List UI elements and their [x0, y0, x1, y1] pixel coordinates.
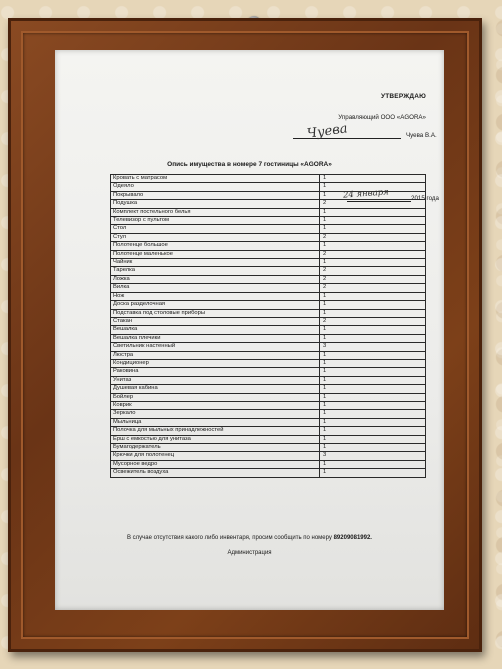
table-row	[111, 242, 426, 250]
item-name: Подушка	[111, 200, 320, 208]
notice-phone: 89209081992.	[333, 535, 372, 541]
table-row	[111, 259, 426, 267]
table-row	[111, 225, 426, 233]
table-row	[111, 435, 426, 443]
item-name: Мыльница	[111, 418, 320, 426]
date-year: 2015 года	[411, 195, 439, 202]
inventory-table	[110, 174, 426, 478]
item-name: Подставка под столовые приборы	[111, 309, 320, 317]
table-row	[111, 401, 426, 409]
item-quantity: 1	[320, 469, 426, 477]
inventory-document	[55, 50, 444, 610]
item-quantity: 2	[320, 200, 426, 208]
table-row	[111, 351, 426, 359]
item-name: Вешалка плечики	[111, 334, 320, 342]
director-name: Чуева В.А.	[406, 132, 437, 139]
item-name: Покрывало	[111, 191, 320, 199]
item-quantity: 1	[320, 191, 426, 199]
item-name: Комплект постельного белья	[111, 208, 320, 216]
item-quantity: 1	[320, 385, 426, 393]
table-row	[111, 250, 426, 258]
item-quantity: 1	[320, 175, 426, 183]
notice-text	[55, 535, 444, 541]
item-quantity: 1	[320, 326, 426, 334]
item-name: Бойлер	[111, 393, 320, 401]
document-title: Опись имущества в номере 7 гостиницы «AGORA»	[167, 161, 332, 168]
item-quantity: 2	[320, 267, 426, 275]
item-quantity: 1	[320, 401, 426, 409]
item-quantity: 2	[320, 250, 426, 258]
item-name: Кондиционер	[111, 359, 320, 367]
table-row	[111, 469, 426, 477]
item-name: Полотенце маленькое	[111, 250, 320, 258]
item-quantity: 1	[320, 334, 426, 342]
table-row	[111, 376, 426, 384]
notice-message: В случае отсутствия какого либо инвентаря, просим сообщить по номеру	[127, 535, 332, 541]
table-row	[111, 175, 426, 183]
table-row	[111, 275, 426, 283]
item-quantity: 1	[320, 460, 426, 468]
item-name: Душевая кабина	[111, 385, 320, 393]
item-name: Стакан	[111, 317, 320, 325]
handwritten-signature: Чуева	[306, 121, 349, 142]
item-quantity: 1	[320, 351, 426, 359]
item-name: Вилка	[111, 284, 320, 292]
table-row	[111, 309, 426, 317]
table-row	[111, 284, 426, 292]
table-row	[111, 343, 426, 351]
item-name: Коврик	[111, 401, 320, 409]
item-name: Унитаз	[111, 376, 320, 384]
table-row	[111, 267, 426, 275]
item-name: Ерш с емкостью для унитаза	[111, 435, 320, 443]
table-row	[111, 317, 426, 325]
item-name: Нож	[111, 292, 320, 300]
table-row	[111, 326, 426, 334]
item-name: Доска разделочная	[111, 301, 320, 309]
item-quantity: 1	[320, 225, 426, 233]
item-quantity: 1	[320, 183, 426, 191]
manager-line: Управляющий ООО «AGORA»	[338, 114, 426, 121]
item-quantity: 3	[320, 452, 426, 460]
item-quantity: 1	[320, 359, 426, 367]
item-name: Полочка для мыльных принадлежностей	[111, 427, 320, 435]
item-quantity: 1	[320, 259, 426, 267]
table-row	[111, 418, 426, 426]
table-row	[111, 200, 426, 208]
item-name: Кровать с матрасом	[111, 175, 320, 183]
item-quantity: 1	[320, 376, 426, 384]
item-name: Стул	[111, 233, 320, 241]
item-name: Освежитель воздуха	[111, 469, 320, 477]
table-row	[111, 368, 426, 376]
item-quantity: 2	[320, 284, 426, 292]
item-quantity: 3	[320, 343, 426, 351]
item-quantity: 2	[320, 317, 426, 325]
administration-signature: Администрация	[227, 550, 272, 556]
table-row	[111, 301, 426, 309]
item-name: Стол	[111, 225, 320, 233]
item-quantity: 1	[320, 301, 426, 309]
item-quantity: 1	[320, 368, 426, 376]
item-quantity: 1	[320, 292, 426, 300]
item-name: Одеяло	[111, 183, 320, 191]
item-quantity: 1	[320, 309, 426, 317]
item-name: Раковина	[111, 368, 320, 376]
item-name: Зеркало	[111, 410, 320, 418]
table-row	[111, 183, 426, 191]
item-quantity: 1	[320, 444, 426, 452]
item-quantity: 1	[320, 435, 426, 443]
table-row	[111, 452, 426, 460]
table-row	[111, 393, 426, 401]
item-quantity: 1	[320, 217, 426, 225]
approve-heading: УТВЕРЖДАЮ	[381, 93, 426, 100]
table-row	[111, 444, 426, 452]
table-row	[111, 385, 426, 393]
item-quantity: 1	[320, 427, 426, 435]
item-quantity: 1	[320, 208, 426, 216]
item-name: Крючки для полотенец	[111, 452, 320, 460]
table-row	[111, 334, 426, 342]
item-name: Вешалка	[111, 326, 320, 334]
item-name: Мусорное ведро	[111, 460, 320, 468]
item-name: Ложка	[111, 275, 320, 283]
item-name: Люстра	[111, 351, 320, 359]
table-row	[111, 208, 426, 216]
item-quantity: 1	[320, 242, 426, 250]
table-row	[111, 217, 426, 225]
item-quantity: 1	[320, 393, 426, 401]
handwritten-date: 24 января	[342, 187, 390, 201]
item-name: Полотенце большое	[111, 242, 320, 250]
item-name: Светильник настенный	[111, 343, 320, 351]
item-name: Чайник	[111, 259, 320, 267]
item-name: Тарелка	[111, 267, 320, 275]
item-name: Телевизор с пультом	[111, 217, 320, 225]
table-row	[111, 427, 426, 435]
table-row	[111, 233, 426, 241]
item-name: Бумагодержатель	[111, 444, 320, 452]
table-row	[111, 191, 426, 199]
item-quantity: 2	[320, 275, 426, 283]
item-quantity: 1	[320, 418, 426, 426]
item-quantity: 1	[320, 410, 426, 418]
table-row	[111, 292, 426, 300]
item-quantity: 2	[320, 233, 426, 241]
table-row	[111, 410, 426, 418]
table-row	[111, 460, 426, 468]
table-row	[111, 359, 426, 367]
